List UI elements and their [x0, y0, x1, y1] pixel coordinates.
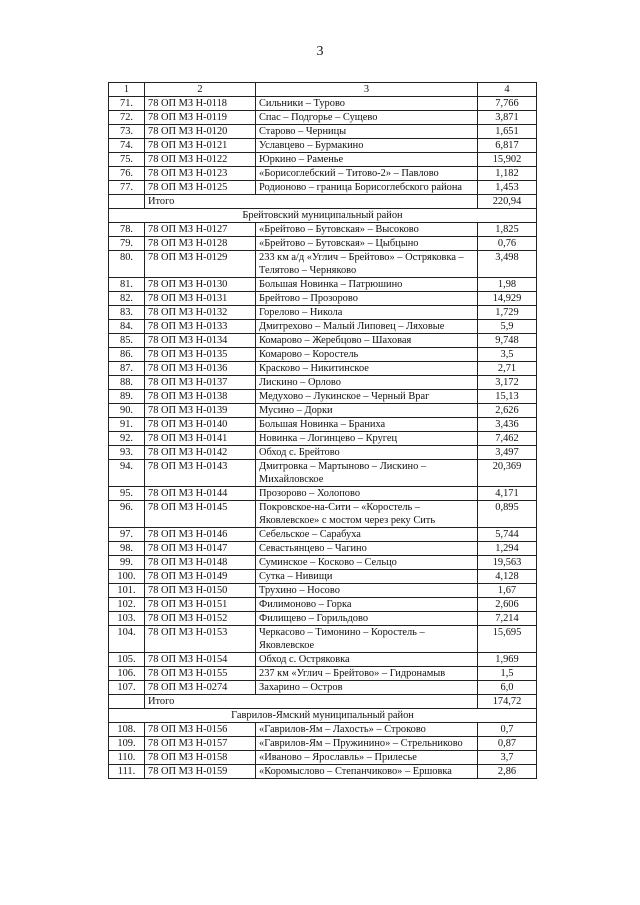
- table-row: [109, 653, 537, 667]
- row-number: 107.: [109, 681, 145, 695]
- row-number: 103.: [109, 612, 145, 626]
- road-name: Дмитровка – Мартыново – Лискино – Михайловское: [256, 460, 478, 487]
- road-name: «Борисоглебский – Титово-2» – Павлово: [256, 167, 478, 181]
- road-code: 78 ОП МЗ Н-0143: [145, 460, 256, 487]
- row-number: 85.: [109, 334, 145, 348]
- road-code: 78 ОП МЗ Н-0131: [145, 292, 256, 306]
- row-number: 78.: [109, 223, 145, 237]
- road-code: 78 ОП МЗ Н-0150: [145, 584, 256, 598]
- table-row: [109, 306, 537, 320]
- road-length: 7,462: [478, 432, 537, 446]
- road-code: 78 ОП МЗ Н-0122: [145, 153, 256, 167]
- table-row: [109, 97, 537, 111]
- road-code: 78 ОП МЗ Н-0132: [145, 306, 256, 320]
- row-number: 97.: [109, 528, 145, 542]
- row-number: 105.: [109, 653, 145, 667]
- road-length: 4,171: [478, 487, 537, 501]
- table-row: [109, 278, 537, 292]
- section-title: Брейтовский муниципальный район: [109, 209, 537, 223]
- road-length: 6,817: [478, 139, 537, 153]
- road-name: 233 км а/д «Углич – Брейтово» – Остряковка – Телятово – Черняково: [256, 251, 478, 278]
- road-code: 78 ОП МЗ Н-0144: [145, 487, 256, 501]
- road-length: 15,695: [478, 626, 537, 653]
- road-name: Покровское-на-Сити – «Коростель – Яковлевское» с мостом через реку Сить: [256, 501, 478, 528]
- table-row: [109, 251, 537, 278]
- road-length: 9,748: [478, 334, 537, 348]
- road-code: 78 ОП МЗ Н-0134: [145, 334, 256, 348]
- section-row: [109, 209, 537, 223]
- road-code: 78 ОП МЗ Н-0137: [145, 376, 256, 390]
- road-length: 1,67: [478, 584, 537, 598]
- road-name: Горелово – Никола: [256, 306, 478, 320]
- table-header-row: [109, 83, 537, 97]
- road-length: 1,294: [478, 542, 537, 556]
- road-name: Филищево – Горильдово: [256, 612, 478, 626]
- road-code: 78 ОП МЗ Н-0151: [145, 598, 256, 612]
- table-row: [109, 667, 537, 681]
- road-length: 1,729: [478, 306, 537, 320]
- row-number: 87.: [109, 362, 145, 376]
- road-length: 14,929: [478, 292, 537, 306]
- table-row: [109, 584, 537, 598]
- row-number: 86.: [109, 348, 145, 362]
- row-number: 76.: [109, 167, 145, 181]
- row-number: 73.: [109, 125, 145, 139]
- road-name: Сильники – Турово: [256, 97, 478, 111]
- road-name: Медухово – Лукинское – Черный Враг: [256, 390, 478, 404]
- road-code: 78 ОП МЗ Н-0159: [145, 765, 256, 779]
- table-row: [109, 125, 537, 139]
- road-length: 1,969: [478, 653, 537, 667]
- table-row: [109, 542, 537, 556]
- total-empty-cell: [109, 695, 145, 709]
- road-name: Трухино – Носово: [256, 584, 478, 598]
- road-name: Дмитрехово – Малый Липовец – Ляховые: [256, 320, 478, 334]
- road-name: Юркино – Раменье: [256, 153, 478, 167]
- road-name: Комарово – Коростель: [256, 348, 478, 362]
- road-code: 78 ОП МЗ Н-0141: [145, 432, 256, 446]
- road-name: Обход с. Остряковка: [256, 653, 478, 667]
- road-name: Спас – Подгорье – Сущево: [256, 111, 478, 125]
- road-code: 78 ОП МЗ Н-0127: [145, 223, 256, 237]
- table-row: [109, 460, 537, 487]
- row-number: 89.: [109, 390, 145, 404]
- road-length: 3,498: [478, 251, 537, 278]
- road-name: Обход с. Брейтово: [256, 446, 478, 460]
- road-length: 3,497: [478, 446, 537, 460]
- row-number: 109.: [109, 737, 145, 751]
- road-length: 0,76: [478, 237, 537, 251]
- road-length: 3,172: [478, 376, 537, 390]
- road-name: Красково – Никитинское: [256, 362, 478, 376]
- road-code: 78 ОП МЗ Н-0156: [145, 723, 256, 737]
- road-name: Себельское – Сарабуха: [256, 528, 478, 542]
- road-code: 78 ОП МЗ Н-0157: [145, 737, 256, 751]
- road-register-table: [108, 82, 537, 779]
- road-name: Захарино – Остров: [256, 681, 478, 695]
- row-number: 102.: [109, 598, 145, 612]
- road-name: Сутка – Нивищи: [256, 570, 478, 584]
- road-name: Прозорово – Холопово: [256, 487, 478, 501]
- row-number: 74.: [109, 139, 145, 153]
- table-row: [109, 737, 537, 751]
- road-name: 237 км «Углич – Брейтово» – Гидронамыв: [256, 667, 478, 681]
- row-number: 80.: [109, 251, 145, 278]
- table-row: [109, 348, 537, 362]
- table-row: [109, 418, 537, 432]
- road-code: 78 ОП МЗ Н-0130: [145, 278, 256, 292]
- road-name: «Брейтово – Бутовская» – Высоково: [256, 223, 478, 237]
- row-number: 83.: [109, 306, 145, 320]
- road-name: Черкасово – Тимонино – Коростель – Яковлевское: [256, 626, 478, 653]
- table-row: [109, 501, 537, 528]
- road-code: 78 ОП МЗ Н-0152: [145, 612, 256, 626]
- table-row: [109, 432, 537, 446]
- table-body: [109, 83, 537, 779]
- row-number: 92.: [109, 432, 145, 446]
- row-number: 93.: [109, 446, 145, 460]
- total-label: Итого: [145, 695, 478, 709]
- road-code: 78 ОП МЗ Н-0133: [145, 320, 256, 334]
- table-row: [109, 167, 537, 181]
- road-length: 2,71: [478, 362, 537, 376]
- road-code: 78 ОП МЗ Н-0147: [145, 542, 256, 556]
- table-row: [109, 556, 537, 570]
- road-code: 78 ОП МЗ Н-0158: [145, 751, 256, 765]
- total-label: Итого: [145, 195, 478, 209]
- table-row: [109, 237, 537, 251]
- road-length: 7,766: [478, 97, 537, 111]
- road-length: 2,626: [478, 404, 537, 418]
- section-title: Гаврилов-Ямский муниципальный район: [109, 709, 537, 723]
- header-col-4: 4: [478, 83, 537, 97]
- road-code: 78 ОП МЗ Н-0138: [145, 390, 256, 404]
- table-row: [109, 681, 537, 695]
- road-length: 6,0: [478, 681, 537, 695]
- road-length: 0,895: [478, 501, 537, 528]
- row-number: 94.: [109, 460, 145, 487]
- row-number: 104.: [109, 626, 145, 653]
- road-name: Большая Новинка – Патрюшино: [256, 278, 478, 292]
- total-value: 174,72: [478, 695, 537, 709]
- road-name: Большая Новинка – Браниха: [256, 418, 478, 432]
- table-row: [109, 139, 537, 153]
- road-code: 78 ОП МЗ Н-0125: [145, 181, 256, 195]
- table-row: [109, 320, 537, 334]
- header-col-1: 1: [109, 83, 145, 97]
- road-code: 78 ОП МЗ Н-0145: [145, 501, 256, 528]
- road-name: «Гаврилов-Ям – Пружинино» – Стрельниково: [256, 737, 478, 751]
- road-length: 3,7: [478, 751, 537, 765]
- row-number: 77.: [109, 181, 145, 195]
- table-row: [109, 376, 537, 390]
- road-length: 0,87: [478, 737, 537, 751]
- road-name: «Иваново – Ярославль» – Прилесье: [256, 751, 478, 765]
- row-number: 99.: [109, 556, 145, 570]
- road-length: 1,98: [478, 278, 537, 292]
- table-row: [109, 404, 537, 418]
- road-name: Комарово – Жеребцово – Шаховая: [256, 334, 478, 348]
- row-number: 101.: [109, 584, 145, 598]
- row-number: 81.: [109, 278, 145, 292]
- table-row: [109, 334, 537, 348]
- table-row: [109, 446, 537, 460]
- road-name: «Коромыслово – Степанчиково» – Ершовка: [256, 765, 478, 779]
- road-code: 78 ОП МЗ Н-0274: [145, 681, 256, 695]
- table-row: [109, 612, 537, 626]
- road-length: 1,453: [478, 181, 537, 195]
- road-name: Лискино – Орлово: [256, 376, 478, 390]
- total-row: [109, 195, 537, 209]
- road-length: 4,128: [478, 570, 537, 584]
- road-name: Уславцево – Бурмакино: [256, 139, 478, 153]
- page-number: 3: [316, 44, 324, 59]
- road-length: 0,7: [478, 723, 537, 737]
- road-length: 7,214: [478, 612, 537, 626]
- road-code: 78 ОП МЗ Н-0119: [145, 111, 256, 125]
- row-number: 106.: [109, 667, 145, 681]
- header-col-2: 2: [145, 83, 256, 97]
- table-row: [109, 181, 537, 195]
- row-number: 72.: [109, 111, 145, 125]
- road-name: Старово – Черницы: [256, 125, 478, 139]
- road-name: «Брейтово – Бутовская» – Цыбцыно: [256, 237, 478, 251]
- table-row: [109, 153, 537, 167]
- row-number: 90.: [109, 404, 145, 418]
- road-length: 15,902: [478, 153, 537, 167]
- road-code: 78 ОП МЗ Н-0135: [145, 348, 256, 362]
- total-empty-cell: [109, 195, 145, 209]
- row-number: 100.: [109, 570, 145, 584]
- road-length: 2,606: [478, 598, 537, 612]
- row-number: 111.: [109, 765, 145, 779]
- row-number: 110.: [109, 751, 145, 765]
- road-name: Суминское – Косково – Сельцо: [256, 556, 478, 570]
- road-length: 20,369: [478, 460, 537, 487]
- road-length: 1,825: [478, 223, 537, 237]
- road-name: Родионово – граница Борисоглебского района: [256, 181, 478, 195]
- row-number: 91.: [109, 418, 145, 432]
- table-row: [109, 751, 537, 765]
- row-number: 88.: [109, 376, 145, 390]
- table-row: [109, 765, 537, 779]
- total-value: 220,94: [478, 195, 537, 209]
- road-code: 78 ОП МЗ Н-0148: [145, 556, 256, 570]
- road-length: 2,86: [478, 765, 537, 779]
- road-code: 78 ОП МЗ Н-0140: [145, 418, 256, 432]
- row-number: 108.: [109, 723, 145, 737]
- road-length: 1,651: [478, 125, 537, 139]
- road-code: 78 ОП МЗ Н-0129: [145, 251, 256, 278]
- road-code: 78 ОП МЗ Н-0149: [145, 570, 256, 584]
- road-code: 78 ОП МЗ Н-0153: [145, 626, 256, 653]
- road-length: 19,563: [478, 556, 537, 570]
- table-row: [109, 111, 537, 125]
- road-length: 5,744: [478, 528, 537, 542]
- road-length: 1,182: [478, 167, 537, 181]
- road-code: 78 ОП МЗ Н-0146: [145, 528, 256, 542]
- row-number: 98.: [109, 542, 145, 556]
- row-number: 71.: [109, 97, 145, 111]
- table-row: [109, 390, 537, 404]
- section-row: [109, 709, 537, 723]
- road-code: 78 ОП МЗ Н-0120: [145, 125, 256, 139]
- road-code: 78 ОП МЗ Н-0155: [145, 667, 256, 681]
- road-code: 78 ОП МЗ Н-0142: [145, 446, 256, 460]
- road-code: 78 ОП МЗ Н-0123: [145, 167, 256, 181]
- road-name: Новинка – Логинцево – Кругец: [256, 432, 478, 446]
- road-length: 1,5: [478, 667, 537, 681]
- table-row: [109, 223, 537, 237]
- header-col-3: 3: [256, 83, 478, 97]
- row-number: 75.: [109, 153, 145, 167]
- table-row: [109, 487, 537, 501]
- road-name: Мусино – Дорки: [256, 404, 478, 418]
- table-row: [109, 626, 537, 653]
- road-name: Филимоново – Горка: [256, 598, 478, 612]
- road-name: «Гаврилов-Ям – Лахость» – Строково: [256, 723, 478, 737]
- road-length: 5,9: [478, 320, 537, 334]
- table-row: [109, 570, 537, 584]
- table-row: [109, 362, 537, 376]
- road-code: 78 ОП МЗ Н-0128: [145, 237, 256, 251]
- table-row: [109, 528, 537, 542]
- road-code: 78 ОП МЗ Н-0121: [145, 139, 256, 153]
- table-row: [109, 723, 537, 737]
- road-length: 3,871: [478, 111, 537, 125]
- road-name: Брейтово – Прозорово: [256, 292, 478, 306]
- road-length: 15,13: [478, 390, 537, 404]
- row-number: 79.: [109, 237, 145, 251]
- road-length: 3,5: [478, 348, 537, 362]
- road-code: 78 ОП МЗ Н-0139: [145, 404, 256, 418]
- road-code: 78 ОП МЗ Н-0136: [145, 362, 256, 376]
- row-number: 84.: [109, 320, 145, 334]
- row-number: 96.: [109, 501, 145, 528]
- row-number: 95.: [109, 487, 145, 501]
- road-name: Севастьянцево – Чагино: [256, 542, 478, 556]
- row-number: 82.: [109, 292, 145, 306]
- table-row: [109, 598, 537, 612]
- road-length: 3,436: [478, 418, 537, 432]
- table-row: [109, 292, 537, 306]
- road-code: 78 ОП МЗ Н-0118: [145, 97, 256, 111]
- total-row: [109, 695, 537, 709]
- road-code: 78 ОП МЗ Н-0154: [145, 653, 256, 667]
